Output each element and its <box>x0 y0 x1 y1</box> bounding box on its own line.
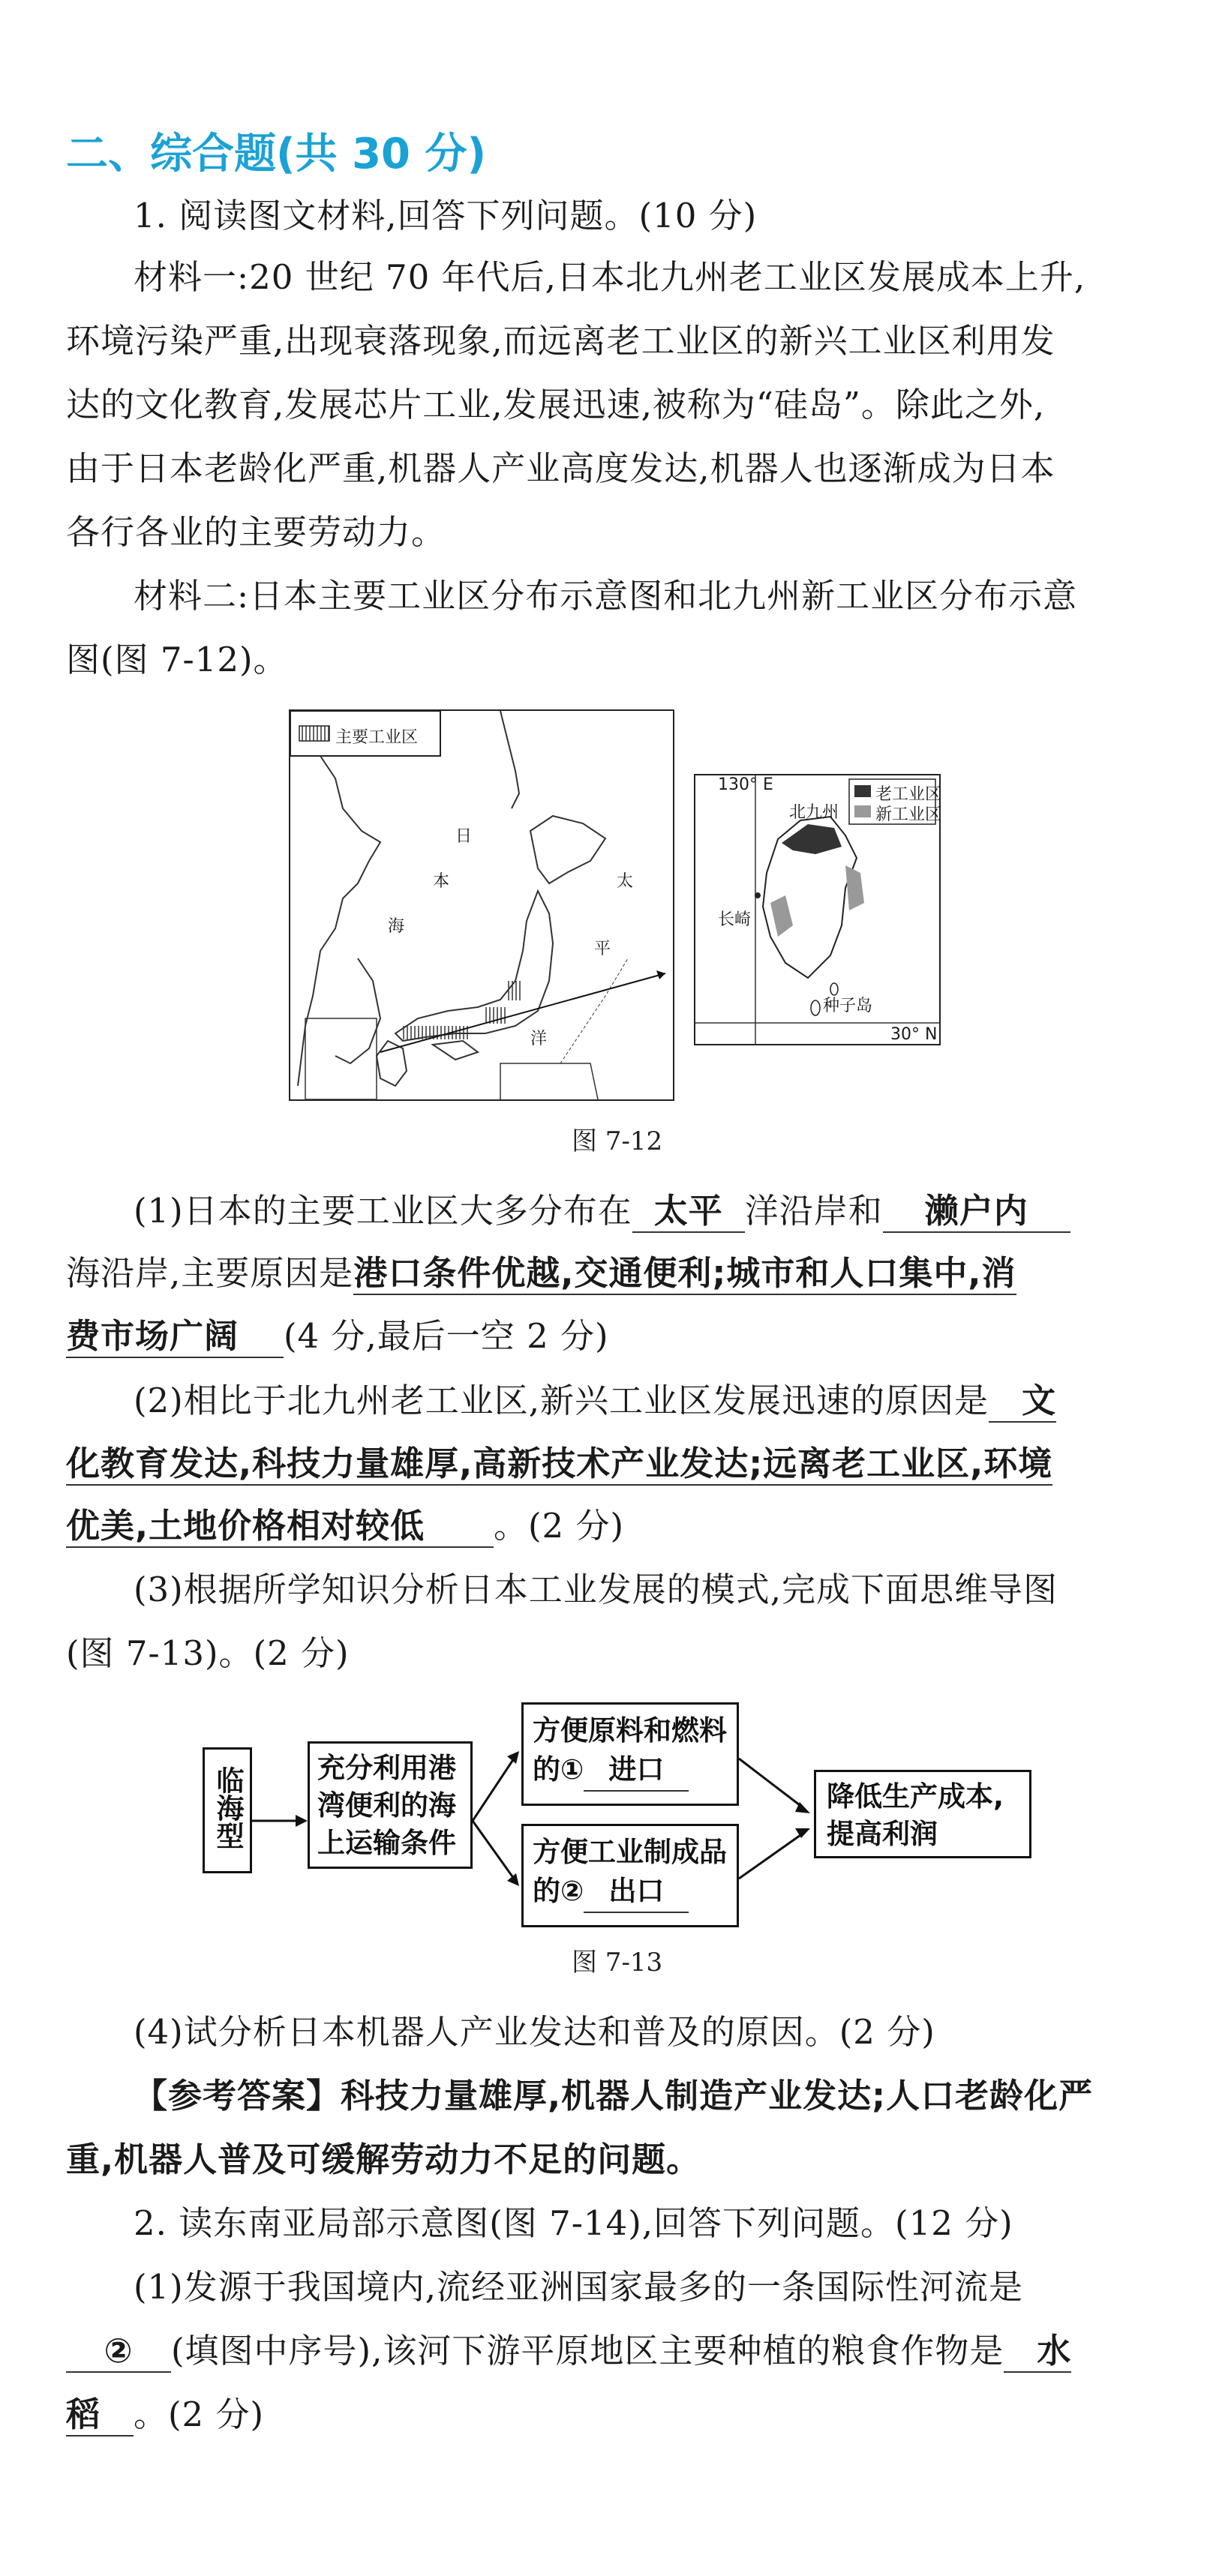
q1-part1-line1 <box>134 1189 1070 1234</box>
inset-legend-new: 新工业区 <box>875 805 942 824</box>
material2-line: 材料二:日本主要工业区分布示意图和北九州新工业区分布示意 <box>134 576 1078 616</box>
q2-part1-line2 <box>66 2329 1071 2374</box>
place-nagasaki: 长崎 <box>718 910 752 929</box>
mindmap-box-coastal <box>203 1747 252 1873</box>
answer-blank: 化教育发达,科技力量雄厚,高新技术产业发达;远离老工业区,环境 <box>66 1444 1052 1486</box>
q1-part4-answer-line2: 重,机器人普及可缓解劳动力不足的问题。 <box>66 2140 701 2179</box>
answer-blank: 濑户内 <box>883 1191 1070 1233</box>
box-text: 方便原料和燃料 <box>533 1714 727 1747</box>
answer-label: 【参考答案】 <box>134 2076 341 2116</box>
answer-blank: 港口条件优越,交通便利;城市和人口集中,消 <box>353 1253 1016 1295</box>
box-text: 上运输条件 <box>317 1827 456 1859</box>
q1-part3-line1: (3)根据所学知识分析日本工业发展的模式,完成下面思维导图 <box>134 1570 1058 1609</box>
sea-label: 平 <box>594 940 611 958</box>
q2-part1-line1: (1)发源于我国境内,流经亚洲国家最多的一条国际性河流是 <box>134 2267 1024 2307</box>
sea-label: 海 <box>388 917 405 936</box>
material1-line: 由于日本老龄化严重,机器人产业高度发达,机器人也逐渐成为日本 <box>66 448 1055 488</box>
q1-part4-answer-line1 <box>134 2074 1093 2119</box>
figure-7-13-caption: 图 7-13 <box>572 1948 663 1978</box>
answer-blank: 出口 <box>584 1871 689 1913</box>
box-text: 的① <box>533 1753 584 1786</box>
q1-part2-line2 <box>66 1441 1052 1486</box>
q1-part3-line2: (图 7-13)。(2 分) <box>66 1633 350 1673</box>
q1-stem: 1. 阅读图文材料,回答下列问题。(10 分) <box>134 196 758 235</box>
text: 洋沿岸和 <box>744 1191 883 1231</box>
answer-blank: 优美,土地价格相对较低 <box>66 1506 494 1548</box>
figure-7-12-caption: 图 7-12 <box>572 1126 663 1156</box>
mindmap-box-export <box>521 1824 739 1927</box>
box-text: 降低生产成本, <box>827 1780 1004 1813</box>
material2-line: 图(图 7-12)。 <box>66 640 288 679</box>
material1-line: 材料一:20 世纪 70 年代后,日本北九州老工业区发展成本上升, <box>134 257 1086 297</box>
q2-part1-line3 <box>66 2392 264 2437</box>
sea-label: 日 <box>455 827 473 846</box>
text: (2)相比于北九州老工业区,新兴工业区发展迅速的原因是 <box>134 1381 989 1420</box>
kyushu-inset <box>694 774 941 1045</box>
text: (1)日本的主要工业区大多分布在 <box>134 1191 632 1231</box>
answer-blank: 进口 <box>584 1750 689 1792</box>
mindmap-box-import <box>521 1702 739 1806</box>
japan-map-drawing <box>290 711 673 1099</box>
mindmap-box-result <box>814 1770 1031 1858</box>
sea-label: 太 <box>617 872 634 891</box>
material1-line: 达的文化教育,发展芯片工业,发展迅速,被称为“硅岛”。除此之外, <box>66 385 1046 424</box>
inset-legend-old: 老工业区 <box>875 785 942 804</box>
box-text: 提高利润 <box>827 1818 938 1850</box>
answer-blank: 费市场广阔 <box>66 1316 284 1358</box>
box-text: 湾便利的海 <box>317 1789 456 1822</box>
q1-part1-line2 <box>66 1251 1016 1296</box>
answer-blank: 太平 <box>632 1191 745 1233</box>
text: (4 分,最后一空 2 分) <box>284 1316 609 1356</box>
material1-line: 各行各业的主要劳动力。 <box>66 512 446 552</box>
map-legend-label: 主要工业区 <box>335 728 419 747</box>
sea-label: 洋 <box>530 1030 548 1048</box>
q1-part1-line3 <box>66 1314 609 1359</box>
answer-blank: ② <box>66 2331 171 2373</box>
text: 。(2 分) <box>134 2395 265 2434</box>
box-text: 的② <box>533 1875 584 1907</box>
text: 海沿岸,主要原因是 <box>66 1253 354 1293</box>
text: 。(2 分) <box>494 1506 625 1546</box>
answer-blank: 文 <box>989 1381 1056 1423</box>
sea-label: 本 <box>433 872 450 891</box>
q1-part4-question: (4)试分析日本机器人产业发达和普及的原因。(2 分) <box>134 2012 935 2052</box>
inset-latitude: 30° N <box>890 1025 938 1044</box>
japan-map <box>289 709 674 1101</box>
box-text: 临海型 <box>212 1765 244 1849</box>
mindmap-box-transport <box>308 1741 473 1869</box>
answer-blank: 水 <box>1004 2331 1071 2373</box>
place-tanegashima: 种子岛 <box>823 997 873 1015</box>
box-text: 方便工业制成品 <box>533 1836 727 1868</box>
q2-stem: 2. 读东南亚局部示意图(图 7-14),回答下列问题。(12 分) <box>134 2203 1013 2243</box>
q1-part2-line1 <box>134 1378 1056 1423</box>
section-title: 二、综合题(共 30 分) <box>66 130 487 178</box>
inset-longitude: 130° E <box>718 775 773 794</box>
material1-line: 环境污染严重,出现衰落现象,而远离老工业区的新兴工业区利用发 <box>66 321 1055 361</box>
place-kitakyushu: 北九州 <box>789 803 839 822</box>
q1-part2-line3 <box>66 1504 624 1549</box>
box-text: 充分利用港 <box>317 1752 456 1784</box>
answer-text: 科技力量雄厚,机器人制造产业发达;人口老龄化严 <box>341 2076 1094 2116</box>
text: (填图中序号),该河下游平原地区主要种植的粮食作物是 <box>171 2331 1004 2371</box>
answer-blank: 稻 <box>66 2395 134 2437</box>
